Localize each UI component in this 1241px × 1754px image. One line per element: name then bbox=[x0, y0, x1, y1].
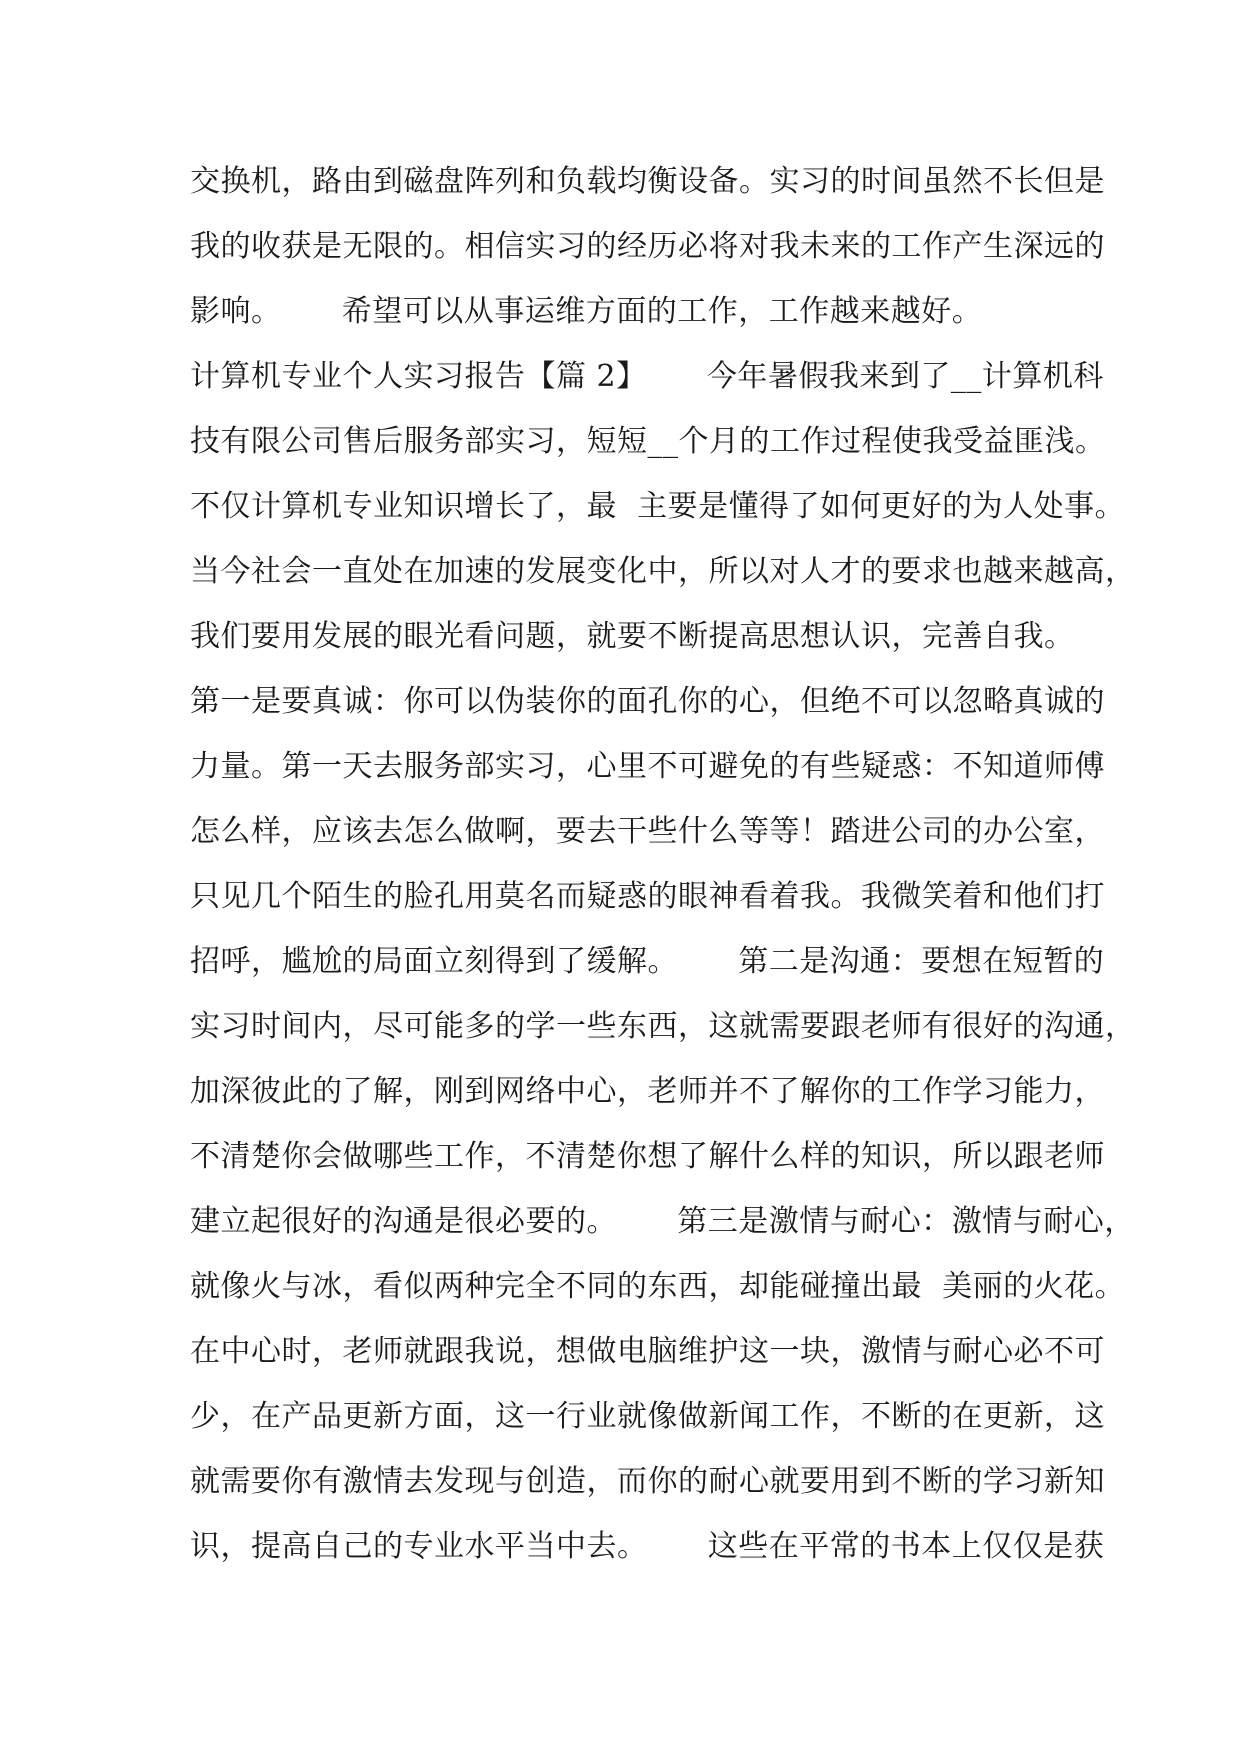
text-line: 技有限公司售后服务部实习，短短__个月的工作过程使我受益匪浅。 bbox=[190, 424, 1106, 459]
text-line: 怎么样，应该去怎么做啊，要去干些什么等等！踏进公司的办公室， bbox=[190, 814, 1105, 849]
text-line: 招呼，尴尬的局面立刻得到了缓解。 第二是沟通：要想在短暂的 bbox=[190, 944, 1105, 979]
text-line: 实习时间内，尽可能多的学一些东西，这就需要跟老师有很好的沟通， bbox=[190, 1009, 1136, 1044]
text-line: 只见几个陌生的脸孔用莫名而疑惑的眼神看着我。我微笑着和他们打 bbox=[190, 879, 1105, 914]
text-line: 在中心时，老师就跟我说，想做电脑维护这一块，激情与耐心必不可 bbox=[190, 1334, 1105, 1369]
text-line: 识，提高自己的专业水平当中去。 这些在平常的书本上仅仅是获 bbox=[190, 1529, 1105, 1564]
text-line: 第一是要真诚：你可以伪装你的面孔你的心，但绝不可以忽略真诚的 bbox=[190, 684, 1105, 719]
text-line: 我的收获是无限的。相信实习的经历必将对我未来的工作产生深远的 bbox=[190, 229, 1105, 264]
text-line: 我们要用发展的眼光看问题，就要不断提高思想认识，完善自我。 bbox=[190, 619, 1075, 654]
text-line: 加深彼此的了解，刚到网络中心，老师并不了解你的工作学习能力， bbox=[190, 1074, 1105, 1109]
text-line: 不仅计算机专业知识增长了，最 主要是懂得了如何更好的为人处事。 bbox=[190, 489, 1126, 524]
section-heading-line: 计算机专业个人实习报告【篇 2】 今年暑假我来到了__计算机科 bbox=[190, 359, 1104, 394]
text-line: 少，在产品更新方面，这一行业就像做新闻工作，不断的在更新，这 bbox=[190, 1399, 1105, 1434]
body-text bbox=[190, 158, 1136, 1588]
text-line: 就像火与冰，看似两种完全不同的东西，却能碰撞出最 美丽的火花。 bbox=[190, 1269, 1126, 1304]
text-line: 力量。第一天去服务部实习，心里不可避免的有些疑惑：不知道师傅 bbox=[190, 749, 1105, 784]
text-line: 建立起很好的沟通是很必要的。 第三是激情与耐心：激情与耐心， bbox=[190, 1204, 1135, 1239]
text-line: 交换机，路由到磁盘阵列和负载均衡设备。实习的时间虽然不长但是 bbox=[190, 164, 1105, 199]
text-line: 影响。 希望可以从事运维方面的工作，工作越来越好。 bbox=[190, 294, 983, 329]
text-line: 当今社会一直处在加速的发展变化中，所以对人才的要求也越来越高， bbox=[190, 554, 1136, 589]
text-line: 就需要你有激情去发现与创造，而你的耐心就要用到不断的学习新知 bbox=[190, 1464, 1105, 1499]
text-line: 不清楚你会做哪些工作，不清楚你想了解什么样的知识，所以跟老师 bbox=[190, 1139, 1105, 1174]
